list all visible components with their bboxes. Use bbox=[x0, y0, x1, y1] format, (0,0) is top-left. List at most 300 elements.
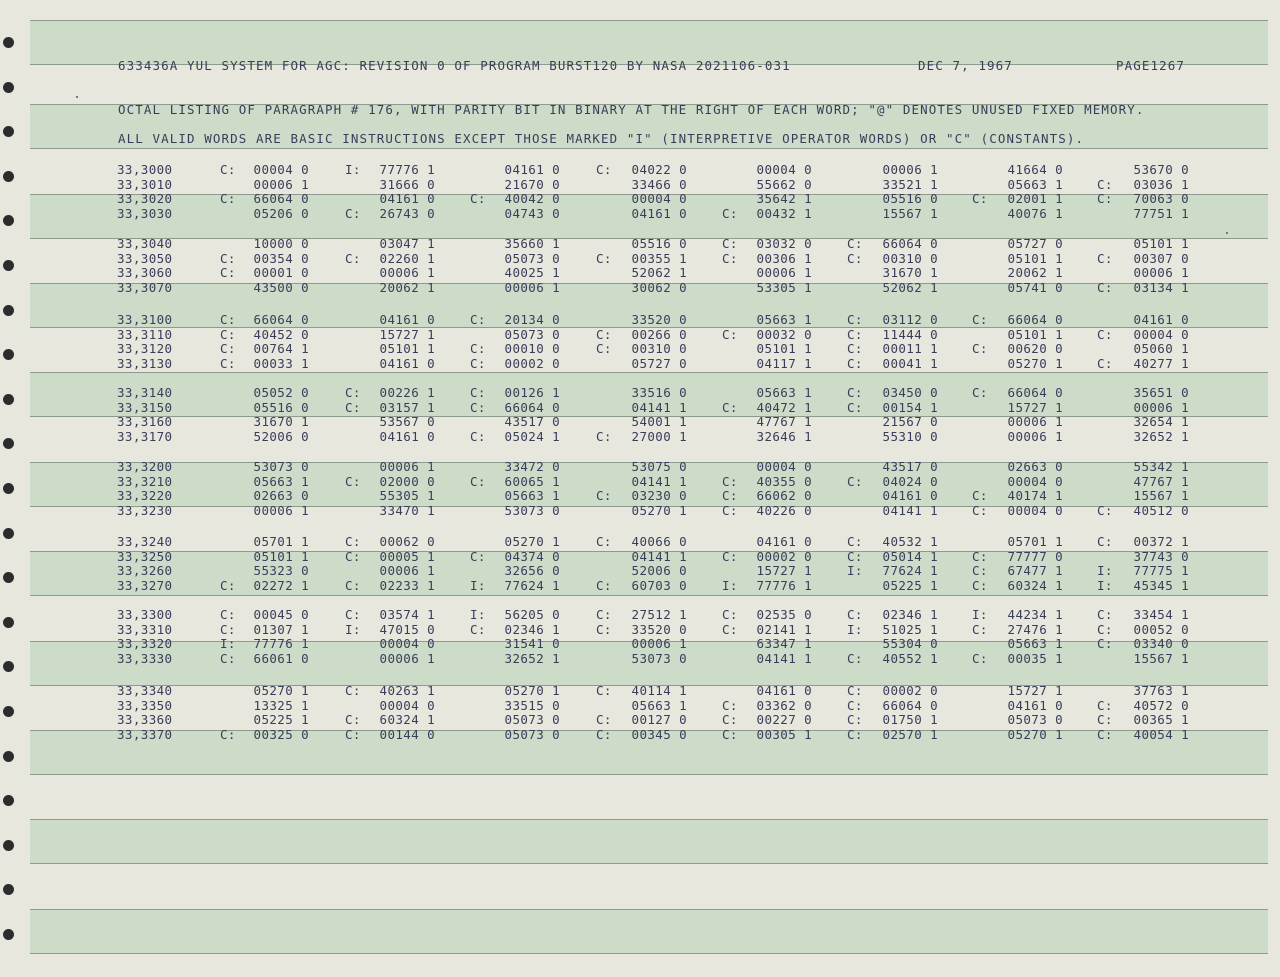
octal-word: 27000 1 bbox=[631, 428, 687, 444]
octal-word: 15567 1 bbox=[1133, 650, 1189, 666]
octal-word: 03047 1 bbox=[379, 236, 435, 251]
word-marker: C: bbox=[1097, 726, 1113, 742]
word-marker: C: bbox=[1097, 621, 1113, 637]
word-marker: C: bbox=[972, 650, 988, 666]
word-marker: C: bbox=[722, 399, 738, 415]
octal-word: 66064 0 bbox=[882, 697, 938, 713]
word-marker: C: bbox=[470, 473, 486, 489]
word-marker: I: bbox=[470, 577, 486, 593]
octal-word: 40452 0 bbox=[253, 326, 309, 342]
word-marker: C: bbox=[722, 473, 738, 489]
word-marker: C: bbox=[722, 621, 738, 637]
octal-word: 05014 1 bbox=[882, 548, 938, 564]
word-marker: C: bbox=[345, 534, 361, 549]
word-marker: C: bbox=[596, 250, 612, 266]
octal-word: 05270 1 bbox=[1007, 355, 1063, 371]
word-marker: C: bbox=[847, 712, 863, 728]
octal-word: 00354 0 bbox=[253, 250, 309, 266]
octal-word: 40054 1 bbox=[1133, 726, 1189, 742]
octal-word: 55304 0 bbox=[882, 636, 938, 652]
bar-edge-rule bbox=[30, 774, 1268, 775]
octal-word: 66064 0 bbox=[1007, 312, 1063, 327]
octal-word: 00062 0 bbox=[379, 534, 435, 549]
octal-word: 45345 1 bbox=[1133, 577, 1189, 593]
octal-word: 33470 1 bbox=[379, 502, 435, 518]
address-cell: 33,3150 bbox=[117, 399, 173, 415]
word-marker: C: bbox=[847, 548, 863, 564]
word-marker: C: bbox=[972, 577, 988, 593]
octal-word: 15567 1 bbox=[882, 205, 938, 221]
word-marker: C: bbox=[220, 265, 236, 281]
octal-word: 43517 0 bbox=[504, 414, 560, 430]
octal-word: 41664 0 bbox=[1007, 162, 1063, 177]
octal-word: 53567 0 bbox=[379, 414, 435, 430]
word-marker: I: bbox=[722, 577, 738, 593]
octal-word: 00006 1 bbox=[253, 176, 309, 192]
word-marker: C: bbox=[345, 205, 361, 221]
octal-word: 15727 1 bbox=[756, 563, 812, 579]
octal-word: 43517 0 bbox=[882, 459, 938, 474]
octal-word: 02001 1 bbox=[1007, 191, 1063, 207]
bar-edge-rule bbox=[30, 953, 1268, 954]
octal-word: 00045 0 bbox=[253, 607, 309, 622]
octal-word: 00006 1 bbox=[379, 265, 435, 281]
address-cell: 33,3000 bbox=[117, 162, 173, 177]
octal-word: 00006 1 bbox=[631, 636, 687, 652]
feed-hole bbox=[3, 260, 14, 271]
octal-word: 05060 1 bbox=[1133, 341, 1189, 357]
octal-word: 00033 1 bbox=[253, 355, 309, 371]
octal-word: 03340 0 bbox=[1133, 636, 1189, 652]
feed-hole bbox=[3, 929, 14, 940]
octal-word: 00372 1 bbox=[1133, 534, 1189, 549]
word-marker: C: bbox=[470, 399, 486, 415]
legend-line-1: OCTAL LISTING OF PARAGRAPH # 176, WITH PARITY BIT IN BINARY AT THE RIGHT OF EACH WORD; "@" DENOTES UNUSED FIXED MEMORY. bbox=[118, 102, 1145, 117]
octal-word: 52062 1 bbox=[882, 279, 938, 295]
listing-date: DEC 7, 1967 bbox=[918, 58, 1013, 73]
octal-word: 52006 0 bbox=[253, 428, 309, 444]
word-marker: C: bbox=[722, 697, 738, 713]
feed-hole bbox=[3, 305, 14, 316]
octal-word: 37743 0 bbox=[1133, 548, 1189, 564]
octal-word: 05516 0 bbox=[631, 236, 687, 251]
octal-word: 04022 0 bbox=[631, 162, 687, 177]
word-marker: C: bbox=[220, 341, 236, 357]
octal-word: 40512 0 bbox=[1133, 502, 1189, 518]
word-marker: C: bbox=[847, 355, 863, 371]
address-cell: 33,3300 bbox=[117, 607, 173, 622]
word-marker: C: bbox=[1097, 502, 1113, 518]
octal-word: 04141 1 bbox=[631, 548, 687, 564]
octal-word: 54001 1 bbox=[631, 414, 687, 430]
octal-word: 53305 1 bbox=[756, 279, 812, 295]
octal-word: 03574 1 bbox=[379, 607, 435, 622]
word-marker: C: bbox=[345, 577, 361, 593]
octal-word: 02233 1 bbox=[379, 577, 435, 593]
octal-word: 00032 0 bbox=[756, 326, 812, 342]
octal-word: 04161 0 bbox=[756, 534, 812, 549]
octal-word: 03157 1 bbox=[379, 399, 435, 415]
word-marker: C: bbox=[470, 191, 486, 207]
feed-hole bbox=[3, 126, 14, 137]
octal-word: 00620 0 bbox=[1007, 341, 1063, 357]
word-marker: C: bbox=[220, 191, 236, 207]
octal-word: 40572 0 bbox=[1133, 697, 1189, 713]
address-cell: 33,3230 bbox=[117, 502, 173, 518]
word-marker: C: bbox=[345, 399, 361, 415]
octal-word: 40025 1 bbox=[504, 265, 560, 281]
word-marker: C: bbox=[1097, 250, 1113, 266]
octal-word: 00006 1 bbox=[1133, 265, 1189, 281]
word-marker: I: bbox=[1097, 577, 1113, 593]
octal-word: 32654 1 bbox=[1133, 414, 1189, 430]
octal-word: 33466 0 bbox=[631, 176, 687, 192]
word-marker: C: bbox=[972, 385, 988, 400]
octal-word: 05073 0 bbox=[504, 250, 560, 266]
octal-word: 33515 0 bbox=[504, 697, 560, 713]
octal-word: 55305 1 bbox=[379, 488, 435, 504]
octal-word: 27476 1 bbox=[1007, 621, 1063, 637]
feed-hole bbox=[3, 572, 14, 583]
address-cell: 33,3240 bbox=[117, 534, 173, 549]
word-marker: C: bbox=[847, 473, 863, 489]
green-bar bbox=[30, 819, 1268, 863]
word-marker: C: bbox=[596, 577, 612, 593]
octal-word: 33520 0 bbox=[631, 621, 687, 637]
feed-hole bbox=[3, 349, 14, 360]
feed-hole bbox=[3, 37, 14, 48]
octal-word: 00432 1 bbox=[756, 205, 812, 221]
octal-word: 55662 0 bbox=[756, 176, 812, 192]
word-marker: C: bbox=[345, 607, 361, 622]
word-marker: C: bbox=[722, 205, 738, 221]
octal-word: 05073 0 bbox=[504, 726, 560, 742]
octal-word: 00001 0 bbox=[253, 265, 309, 281]
word-marker: I: bbox=[847, 621, 863, 637]
octal-word: 35651 0 bbox=[1133, 385, 1189, 400]
address-cell: 33,3270 bbox=[117, 577, 173, 593]
word-marker: C: bbox=[847, 697, 863, 713]
octal-word: 66064 0 bbox=[504, 399, 560, 415]
word-marker: C: bbox=[1097, 607, 1113, 622]
octal-word: 05101 1 bbox=[1133, 236, 1189, 251]
octal-word: 00127 0 bbox=[631, 712, 687, 728]
octal-word: 51025 1 bbox=[882, 621, 938, 637]
octal-word: 02663 0 bbox=[253, 488, 309, 504]
octal-word: 02260 1 bbox=[379, 250, 435, 266]
word-marker: C: bbox=[220, 250, 236, 266]
word-marker: C: bbox=[972, 621, 988, 637]
octal-word: 00310 0 bbox=[882, 250, 938, 266]
octal-word: 03450 0 bbox=[882, 385, 938, 400]
octal-word: 05270 1 bbox=[504, 534, 560, 549]
feed-hole bbox=[3, 483, 14, 494]
word-marker: C: bbox=[1097, 191, 1113, 207]
octal-word: 00006 1 bbox=[882, 162, 938, 177]
word-marker: C: bbox=[722, 502, 738, 518]
octal-word: 40066 0 bbox=[631, 534, 687, 549]
octal-word: 53073 0 bbox=[253, 459, 309, 474]
word-marker: C: bbox=[220, 312, 236, 327]
address-cell: 33,3260 bbox=[117, 563, 173, 579]
word-marker: C: bbox=[847, 236, 863, 251]
word-marker: C: bbox=[847, 399, 863, 415]
address-cell: 33,3040 bbox=[117, 236, 173, 251]
octal-word: 05270 1 bbox=[253, 683, 309, 698]
word-marker: C: bbox=[972, 488, 988, 504]
word-marker: C: bbox=[1097, 176, 1113, 192]
page-number: PAGE1267 bbox=[1116, 58, 1186, 73]
word-marker: I: bbox=[220, 636, 236, 652]
word-marker: I: bbox=[847, 563, 863, 579]
word-marker: C: bbox=[847, 385, 863, 400]
word-marker: C: bbox=[470, 341, 486, 357]
octal-word: 04161 0 bbox=[379, 191, 435, 207]
octal-word: 00004 0 bbox=[253, 162, 309, 177]
octal-word: 05663 1 bbox=[1007, 176, 1063, 192]
word-marker: C: bbox=[220, 650, 236, 666]
octal-word: 00010 0 bbox=[504, 341, 560, 357]
green-bar bbox=[30, 909, 1268, 953]
octal-word: 52006 0 bbox=[631, 563, 687, 579]
octal-word: 05270 1 bbox=[504, 683, 560, 698]
word-marker: C: bbox=[972, 312, 988, 327]
octal-word: 77775 1 bbox=[1133, 563, 1189, 579]
legend-line-2: ALL VALID WORDS ARE BASIC INSTRUCTIONS EXCEPT THOSE MARKED "I" (INTERPRETIVE OPERATOR WORDS) OR "C" (CONSTANTS). bbox=[118, 131, 1085, 146]
octal-word: 37763 1 bbox=[1133, 683, 1189, 698]
octal-word: 00052 0 bbox=[1133, 621, 1189, 637]
word-marker: C: bbox=[220, 326, 236, 342]
word-marker: C: bbox=[722, 488, 738, 504]
word-marker: C: bbox=[847, 326, 863, 342]
address-cell: 33,3050 bbox=[117, 250, 173, 266]
address-cell: 33,3020 bbox=[117, 191, 173, 207]
octal-word: 53670 0 bbox=[1133, 162, 1189, 177]
word-marker: C: bbox=[596, 341, 612, 357]
bar-edge-rule bbox=[30, 819, 1268, 820]
octal-word: 21670 0 bbox=[504, 176, 560, 192]
octal-word: 00035 1 bbox=[1007, 650, 1063, 666]
octal-word: 00006 1 bbox=[253, 502, 309, 518]
octal-word: 00004 0 bbox=[1007, 473, 1063, 489]
bar-edge-rule bbox=[30, 148, 1268, 149]
octal-word: 66062 0 bbox=[756, 488, 812, 504]
word-marker: C: bbox=[1097, 697, 1113, 713]
address-cell: 33,3250 bbox=[117, 548, 173, 564]
octal-word: 40042 0 bbox=[504, 191, 560, 207]
octal-word: 33454 1 bbox=[1133, 607, 1189, 622]
word-marker: C: bbox=[972, 563, 988, 579]
octal-word: 27512 1 bbox=[631, 607, 687, 622]
octal-word: 40355 0 bbox=[756, 473, 812, 489]
octal-word: 04161 0 bbox=[504, 162, 560, 177]
octal-word: 00006 1 bbox=[379, 563, 435, 579]
word-marker: C: bbox=[470, 548, 486, 564]
octal-word: 00305 1 bbox=[756, 726, 812, 742]
address-cell: 33,3200 bbox=[117, 459, 173, 474]
bar-edge-rule bbox=[30, 372, 1268, 373]
octal-word: 03112 0 bbox=[882, 312, 938, 327]
word-marker: C: bbox=[596, 534, 612, 549]
octal-word: 04743 0 bbox=[504, 205, 560, 221]
octal-word: 43500 0 bbox=[253, 279, 309, 295]
octal-word: 00355 1 bbox=[631, 250, 687, 266]
word-marker: I: bbox=[345, 162, 361, 177]
octal-word: 05516 0 bbox=[882, 191, 938, 207]
octal-word: 30062 0 bbox=[631, 279, 687, 295]
octal-word: 21567 0 bbox=[882, 414, 938, 430]
octal-word: 03134 1 bbox=[1133, 279, 1189, 295]
feed-hole bbox=[3, 171, 14, 182]
octal-word: 05270 1 bbox=[1007, 726, 1063, 742]
octal-word: 02272 1 bbox=[253, 577, 309, 593]
address-cell: 33,3220 bbox=[117, 488, 173, 504]
octal-word: 05225 1 bbox=[253, 712, 309, 728]
octal-word: 04024 0 bbox=[882, 473, 938, 489]
feed-hole bbox=[3, 82, 14, 93]
octal-word: 04161 0 bbox=[379, 312, 435, 327]
octal-word: 63347 1 bbox=[756, 636, 812, 652]
address-cell: 33,3330 bbox=[117, 650, 173, 666]
word-marker: C: bbox=[596, 726, 612, 742]
word-marker: C: bbox=[722, 607, 738, 622]
word-marker: C: bbox=[220, 162, 236, 177]
address-cell: 33,3360 bbox=[117, 712, 173, 728]
octal-word: 53073 0 bbox=[504, 502, 560, 518]
octal-word: 00002 0 bbox=[756, 548, 812, 564]
word-marker: C: bbox=[470, 621, 486, 637]
octal-word: 05101 1 bbox=[253, 548, 309, 564]
feed-hole bbox=[3, 840, 14, 851]
octal-word: 00365 1 bbox=[1133, 712, 1189, 728]
octal-word: 05073 0 bbox=[1007, 712, 1063, 728]
octal-word: 60324 1 bbox=[1007, 577, 1063, 593]
word-marker: C: bbox=[847, 312, 863, 327]
octal-word: 13325 1 bbox=[253, 697, 309, 713]
octal-word: 02000 0 bbox=[379, 473, 435, 489]
address-cell: 33,3100 bbox=[117, 312, 173, 327]
octal-word: 40532 1 bbox=[882, 534, 938, 549]
octal-word: 00306 1 bbox=[756, 250, 812, 266]
word-marker: C: bbox=[972, 341, 988, 357]
octal-word: 40174 1 bbox=[1007, 488, 1063, 504]
octal-word: 00004 0 bbox=[1133, 326, 1189, 342]
word-marker: C: bbox=[972, 548, 988, 564]
octal-word: 40076 1 bbox=[1007, 205, 1063, 221]
word-marker: C: bbox=[722, 712, 738, 728]
address-cell: 33,3160 bbox=[117, 414, 173, 430]
octal-word: 32652 1 bbox=[1133, 428, 1189, 444]
octal-word: 66064 0 bbox=[253, 312, 309, 327]
octal-word: 40263 1 bbox=[379, 683, 435, 698]
octal-word: 15727 1 bbox=[1007, 399, 1063, 415]
octal-word: 03036 1 bbox=[1133, 176, 1189, 192]
octal-word: 77624 1 bbox=[504, 577, 560, 593]
octal-word: 35642 1 bbox=[756, 191, 812, 207]
octal-word: 02346 1 bbox=[504, 621, 560, 637]
octal-word: 05024 1 bbox=[504, 428, 560, 444]
address-cell: 33,3030 bbox=[117, 205, 173, 221]
octal-word: 03230 0 bbox=[631, 488, 687, 504]
word-marker: C: bbox=[972, 502, 988, 518]
octal-word: 56205 0 bbox=[504, 607, 560, 622]
octal-word: 04161 0 bbox=[882, 488, 938, 504]
octal-word: 04161 0 bbox=[1133, 312, 1189, 327]
octal-word: 55342 1 bbox=[1133, 459, 1189, 474]
octal-word: 15727 1 bbox=[1007, 683, 1063, 698]
word-marker: C: bbox=[470, 428, 486, 444]
feed-hole bbox=[3, 528, 14, 539]
word-marker: C: bbox=[847, 683, 863, 698]
octal-word: 05073 0 bbox=[504, 326, 560, 342]
octal-word: 00006 1 bbox=[756, 265, 812, 281]
octal-word: 11444 0 bbox=[882, 326, 938, 342]
word-marker: C: bbox=[596, 607, 612, 622]
stray-mark bbox=[76, 96, 78, 98]
octal-word: 47767 1 bbox=[756, 414, 812, 430]
octal-word: 00004 0 bbox=[379, 697, 435, 713]
octal-word: 02663 0 bbox=[1007, 459, 1063, 474]
octal-word: 00002 0 bbox=[882, 683, 938, 698]
octal-word: 26743 0 bbox=[379, 205, 435, 221]
octal-word: 33521 1 bbox=[882, 176, 938, 192]
octal-word: 05206 0 bbox=[253, 205, 309, 221]
octal-word: 00006 1 bbox=[1007, 414, 1063, 430]
octal-word: 00307 0 bbox=[1133, 250, 1189, 266]
word-marker: C: bbox=[345, 250, 361, 266]
word-marker: C: bbox=[220, 607, 236, 622]
octal-word: 05516 0 bbox=[253, 399, 309, 415]
octal-word: 00006 1 bbox=[379, 459, 435, 474]
word-marker: C: bbox=[1097, 712, 1113, 728]
octal-word: 04141 1 bbox=[631, 473, 687, 489]
address-cell: 33,3310 bbox=[117, 621, 173, 637]
octal-word: 05663 1 bbox=[756, 385, 812, 400]
bar-edge-rule bbox=[30, 909, 1268, 910]
address-cell: 33,3340 bbox=[117, 683, 173, 698]
address-cell: 33,3370 bbox=[117, 726, 173, 742]
octal-word: 04117 1 bbox=[756, 355, 812, 371]
octal-word: 60065 1 bbox=[504, 473, 560, 489]
octal-word: 04141 1 bbox=[631, 399, 687, 415]
word-marker: C: bbox=[345, 683, 361, 698]
word-marker: I: bbox=[470, 607, 486, 622]
octal-word: 05663 1 bbox=[1007, 636, 1063, 652]
word-marker: C: bbox=[470, 355, 486, 371]
octal-word: 05101 1 bbox=[379, 341, 435, 357]
bar-edge-rule bbox=[30, 20, 1268, 21]
octal-word: 03362 0 bbox=[756, 697, 812, 713]
octal-word: 03032 0 bbox=[756, 236, 812, 251]
octal-word: 00325 0 bbox=[253, 726, 309, 742]
address-cell: 33,3060 bbox=[117, 265, 173, 281]
octal-word: 77776 1 bbox=[379, 162, 435, 177]
octal-word: 02346 1 bbox=[882, 607, 938, 622]
feed-hole bbox=[3, 617, 14, 628]
octal-word: 47767 1 bbox=[1133, 473, 1189, 489]
octal-word: 66061 0 bbox=[253, 650, 309, 666]
octal-word: 40226 0 bbox=[756, 502, 812, 518]
octal-word: 04161 0 bbox=[631, 205, 687, 221]
octal-word: 05225 1 bbox=[882, 577, 938, 593]
feed-hole bbox=[3, 706, 14, 717]
word-marker: I: bbox=[345, 621, 361, 637]
octal-word: 00126 1 bbox=[504, 385, 560, 400]
feed-hole bbox=[3, 215, 14, 226]
octal-word: 00154 1 bbox=[882, 399, 938, 415]
octal-word: 77776 1 bbox=[756, 577, 812, 593]
octal-word: 40277 1 bbox=[1133, 355, 1189, 371]
